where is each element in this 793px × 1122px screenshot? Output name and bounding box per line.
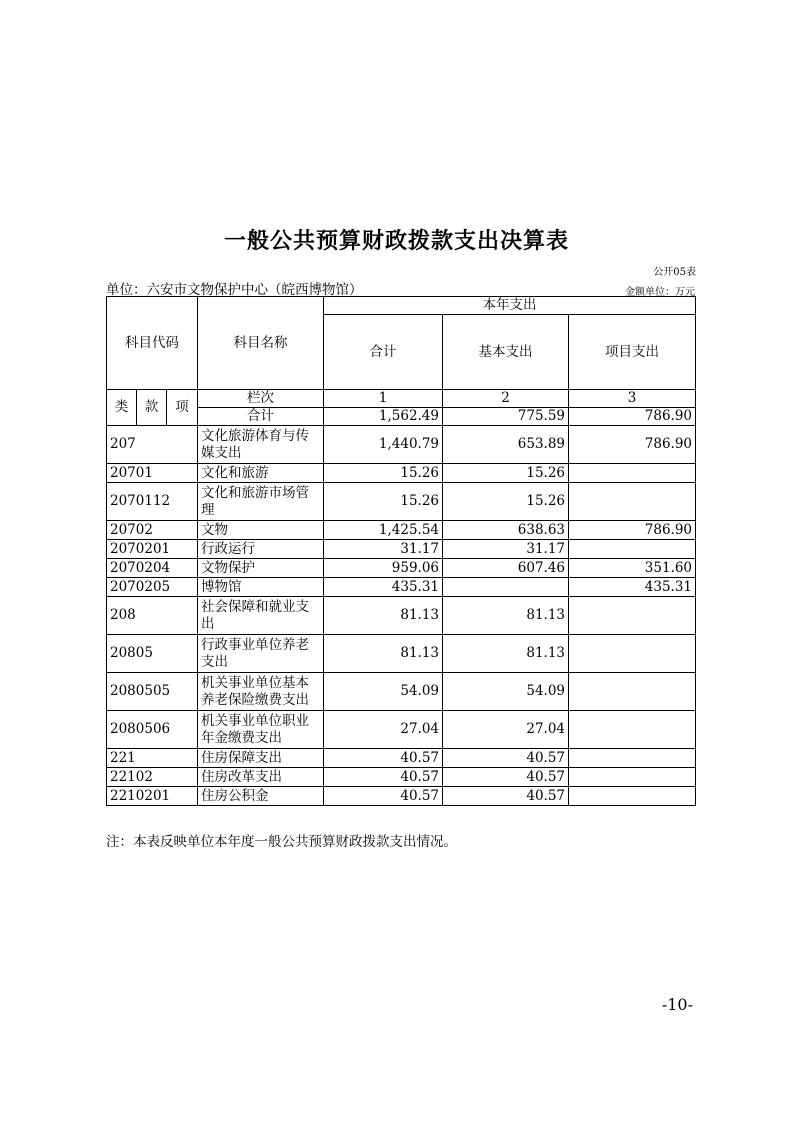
row-total: 54.09 [324,673,443,711]
row-basic [443,578,569,597]
header-item: 项 [167,390,198,426]
row-project: 786.90 [569,521,696,540]
sum-basic: 775.59 [443,408,569,426]
row-basic: 40.57 [443,768,569,787]
row-code: 208 [107,597,198,635]
sum-label: 合计 [198,408,324,426]
row-name: 文化和旅游市场管理 [198,483,324,521]
row-name: 文物保护 [198,559,324,578]
sum-project: 786.90 [569,408,696,426]
table-row [107,635,696,673]
amount-unit-label: 金额单位：万元 [625,287,695,298]
row-project [569,635,696,673]
row-code: 221 [107,749,198,768]
row-code: 20702 [107,521,198,540]
row-name: 社会保障和就业支出 [198,597,324,635]
row-code: 2080505 [107,673,198,711]
row-name: 机关事业单位职业年金缴费支出 [198,711,324,749]
row-total: 959.06 [324,559,443,578]
row-total: 27.04 [324,711,443,749]
row-name: 机关事业单位基本养老保险缴费支出 [198,673,324,711]
row-code: 22102 [107,768,198,787]
row-name: 行政事业单位养老支出 [198,635,324,673]
row-project: 435.31 [569,578,696,597]
row-code: 2070204 [107,559,198,578]
row-name: 住房改革支出 [198,768,324,787]
header-basic: 基本支出 [443,315,569,390]
row-name: 行政运行 [198,540,324,559]
row-code: 20701 [107,464,198,483]
header-subject-code: 科目代码 [107,297,198,390]
table-row [107,597,696,635]
table-row [107,787,696,806]
table-row [107,559,696,578]
table-row [107,540,696,559]
header-project: 项目支出 [569,315,696,390]
table-row [107,749,696,768]
page-number: -10- [661,995,693,1014]
table-row [107,426,696,464]
row-total: 31.17 [324,540,443,559]
row-basic: 40.57 [443,749,569,768]
row-basic: 40.57 [443,787,569,806]
row-total: 81.13 [324,635,443,673]
unit-label: 单位：六安市文物保护中心（皖西博物馆） [106,282,363,298]
row-project [569,768,696,787]
row-code: 2070205 [107,578,198,597]
column-number-1: 1 [324,390,443,408]
row-basic: 653.89 [443,426,569,464]
row-name: 住房保障支出 [198,749,324,768]
row-project: 351.60 [569,559,696,578]
row-total: 40.57 [324,749,443,768]
row-total: 1,440.79 [324,426,443,464]
row-name: 文化旅游体育与传媒支出 [198,426,324,464]
row-basic: 54.09 [443,673,569,711]
row-name: 住房公积金 [198,787,324,806]
row-basic: 15.26 [443,464,569,483]
row-total: 40.57 [324,787,443,806]
row-project [569,597,696,635]
column-number-3: 3 [569,390,696,408]
row-project [569,483,696,521]
table-row [107,578,696,597]
row-basic: 81.13 [443,597,569,635]
row-total: 1,425.54 [324,521,443,540]
row-code: 207 [107,426,198,464]
column-number-2: 2 [443,390,569,408]
row-total: 15.26 [324,464,443,483]
table-row [107,711,696,749]
footnote: 注：本表反映单位本年度一般公共预算财政拨款支出情况。 [106,834,457,850]
row-code: 2210201 [107,787,198,806]
header-current-year: 本年支出 [324,297,696,315]
row-name: 博物馆 [198,578,324,597]
row-basic: 638.63 [443,521,569,540]
row-project [569,540,696,559]
table-row [107,483,696,521]
header-column-index: 栏次 [198,390,324,408]
row-total: 81.13 [324,597,443,635]
table-row [107,521,696,540]
row-name: 文化和旅游 [198,464,324,483]
row-total: 40.57 [324,768,443,787]
sum-total: 1,562.49 [324,408,443,426]
row-project: 786.90 [569,426,696,464]
row-basic: 607.46 [443,559,569,578]
row-total: 435.31 [324,578,443,597]
row-project [569,787,696,806]
page-title: 一般公共预算财政拨款支出决算表 [223,229,569,254]
row-project [569,673,696,711]
row-code: 20805 [107,635,198,673]
row-name: 文物 [198,521,324,540]
row-code: 2070112 [107,483,198,521]
row-project [569,749,696,768]
table-row [107,768,696,787]
form-number: 公开05表 [653,267,696,278]
header-class: 类 [107,390,137,426]
row-basic: 31.17 [443,540,569,559]
expenditure-table [106,296,696,806]
table-row [107,464,696,483]
row-basic: 81.13 [443,635,569,673]
row-code: 2070201 [107,540,198,559]
table-row [107,673,696,711]
row-total: 15.26 [324,483,443,521]
header-total: 合计 [324,315,443,390]
row-basic: 15.26 [443,483,569,521]
row-project [569,711,696,749]
row-code: 2080506 [107,711,198,749]
row-project [569,464,696,483]
header-subject-name: 科目名称 [198,297,324,390]
row-basic: 27.04 [443,711,569,749]
header-section: 款 [137,390,167,426]
